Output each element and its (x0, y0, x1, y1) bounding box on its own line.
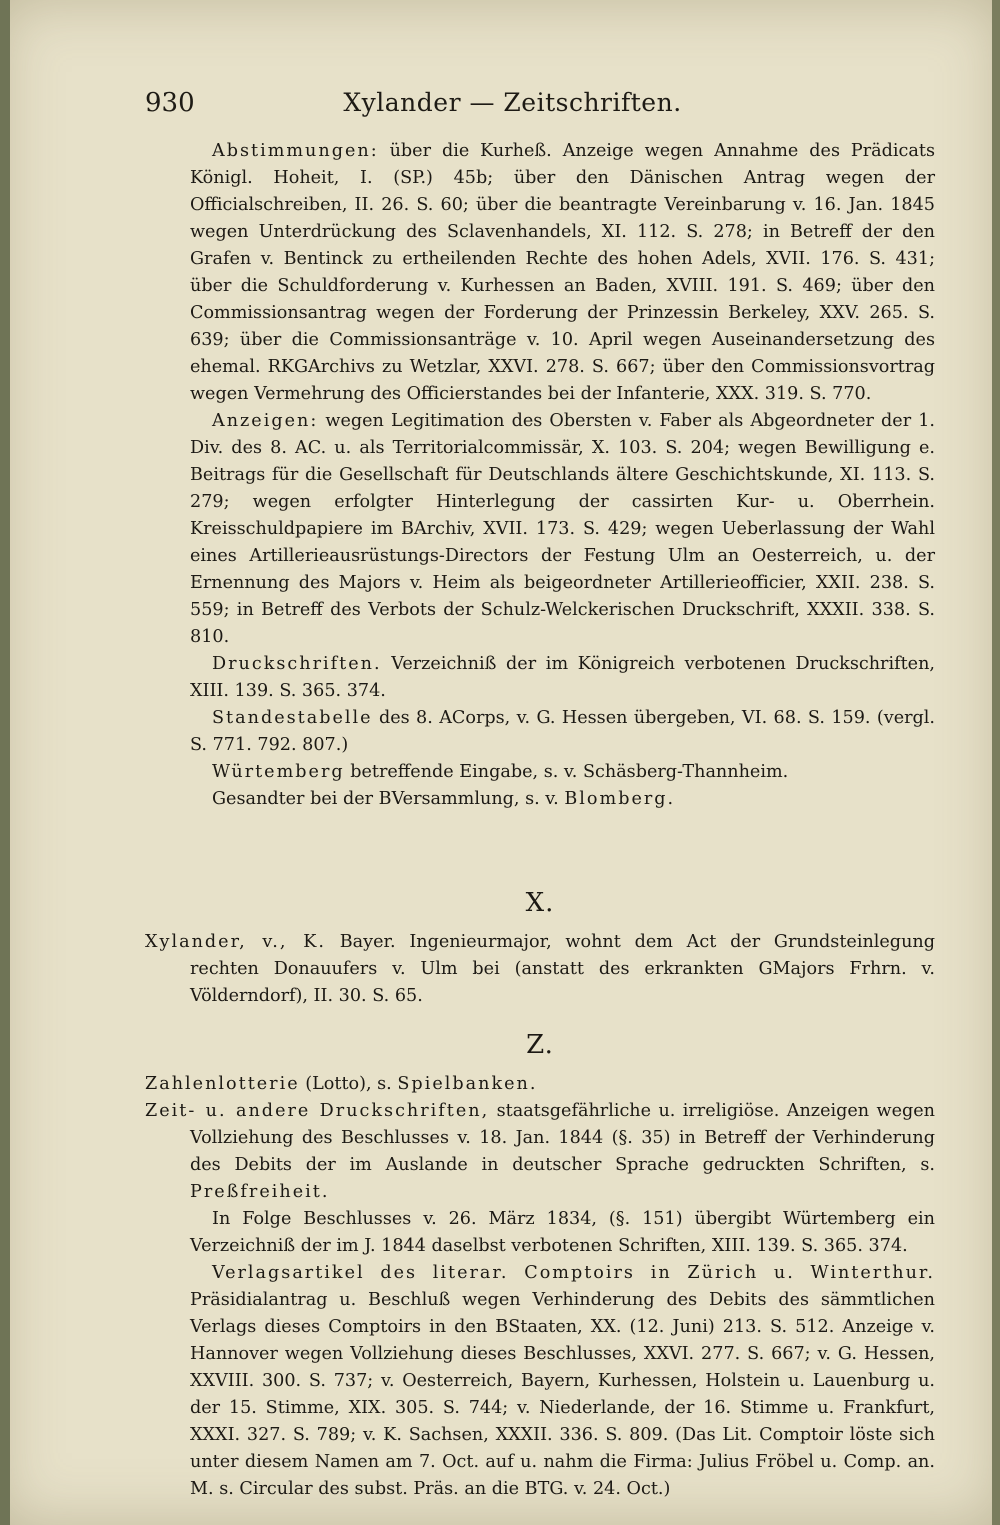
entry-head: Abstimmungen: (212, 141, 379, 161)
entry-head: Würtemberg (212, 762, 345, 782)
page-edge-right (992, 0, 1000, 1525)
entry-zeitschriften (145, 1098, 935, 1206)
entry-text: Bayer. Ingenieurmajor, wohnt dem Act der Grundsteinlegung rechten Donauufers v. Ulm bei (anstatt des erkrankten GMajors Frhrn. v. Völderndorf), II. 30. S. 65. (190, 932, 935, 1006)
cross-reference: Spielbanken. (397, 1074, 538, 1094)
entry-head: Zeit- u. andere Druckschriften, (145, 1101, 490, 1121)
entry-xylander (145, 929, 935, 1010)
entry-zahlenlotterie (145, 1071, 935, 1098)
entry-text: betreffende Eingabe, s. v. Schäsberg-Thannheim. (350, 762, 789, 782)
page-header (145, 86, 880, 126)
entry-druckschriften (190, 651, 935, 705)
index-block-2 (145, 868, 935, 1503)
entry-verlagsartikel (145, 1260, 935, 1503)
cross-reference: Preßfreiheit. (190, 1182, 330, 1202)
entry-text: des 8. ACorps, v. G. Hessen übergeben, VI. 68. S. 159. (vergl. S. 771. 792. 807.) (190, 708, 935, 755)
index-block-1 (190, 138, 935, 813)
entry-text: (Lotto), s. (305, 1074, 392, 1094)
entry-folge-beschluss (145, 1206, 935, 1260)
entry-text: In Folge Beschlusses v. 26. März 1834, (§. 151) übergibt Würtemberg ein Verzeichniß der im J. 1844 daselbst verbotenen Schriften, XIII. 139. S. 365. 374. (190, 1209, 935, 1256)
section-letter-z: Z. (526, 1030, 554, 1060)
entry-text: Gesandter bei der BVersammlung, s. v. (212, 789, 559, 809)
entry-gesandter (190, 786, 935, 813)
entry-head: Xylander, v., K. (145, 932, 326, 952)
entry-standestabelle (190, 705, 935, 759)
entry-head: Verlagsartikel des literar. Comptoirs in Zürich u. Winterthur. (212, 1263, 935, 1283)
entry-head: Druckschriften. (212, 654, 382, 674)
page-number: 930 (145, 88, 195, 118)
page-edge-left (0, 0, 10, 1525)
entry-head: Standestabelle (212, 708, 373, 728)
entry-anzeigen (190, 408, 935, 651)
running-head: Xylander — Zeitschriften. (343, 88, 682, 117)
entry-text: wegen Legitimation des Obersten v. Faber als Abgeordneter der 1. Div. des 8. AC. u. als Territorialcommissär, X. 103. S. 204; wegen Bewilligung e. Beitrags für die Gesellschaft für Deutschlands ältere Geschichtskunde, XI. 113. S. 279; wegen erfolgter Hinterlegung der cassirten Kur- u. Oberrhein. Kreisschuldpapiere im BArchiv, XVII. 173. S. 429; wegen Ueberlassung der Wahl eines Artillerieausrüstungs-Directors der Festung Ulm an Oesterreich, u. der Ernennung des Majors v. Heim als beigeordneter Artillerieofficier, XXII. 238. S. 559; in Betreff des Verbots der Schulz-Welckerischen Druckschrift, XXXII. 338. S. 810. (190, 411, 936, 647)
section-letter-x: X. (525, 888, 555, 918)
entry-wurtemberg (190, 759, 935, 786)
entry-head: Anzeigen: (212, 411, 319, 431)
entry-text: Präsidialantrag u. Beschluß wegen Verhinderung des Debits des sämmtlichen Verlags dieses Comptoirs in den BStaaten, XX. (12. Juni) 213. S. 512. Anzeige v. Hannover wegen Vollziehung dieses Beschlusses, XXVI. 277. S. 667; v. G. Hessen, XXVIII. 300. S. 737; v. Oesterreich, Bayern, Kurhessen, Holstein u. Lauenburg u. der 15. Stimme, XIX. 305. S. 744; v. Niederlande, der 16. Stimme u. Frankfurt, XXXI. 327. S. 789; v. K. Sachsen, XXXII. 336. S. 809. (Das Lit. Comptoir löste sich unter diesem Namen am 7. Oct. auf u. nahm die Firma: Julius Fröbel u. Comp. an. M. s. Circular des subst. Präs. an die BTG. v. 24. Oct.) (190, 1290, 935, 1499)
entry-text: Verzeichniß der im Königreich verbotenen Druckschriften, XIII. 139. S. 365. 374. (190, 654, 936, 701)
entry-text: über die Kurheß. Anzeige wegen Annahme des Prädicats Königl. Hoheit, I. (SP.) 45b; über den Dänischen Antrag wegen der Officialschreiben, II. 26. S. 60; über die beantragte Vereinbarung v. 16. Jan. 1845 wegen Unterdrückung des Sclavenhandels, XI. 112. S. 278; in Betreff der den Grafen v. Bentinck zu ertheilenden Rechte des hohen Adels, XVII. 176. S. 431; über die Schuldforderung v. Kurhessen an Baden, XVIII. 191. S. 469; über den Commissionsantrag wegen der Forderung der Prinzessin Berkeley, XXV. 265. S. 639; über die Commissionsanträge v. 10. April wegen Auseinandersetzung des ehemal. RKGArchivs zu Wetzlar, XXVI. 278. S. 667; über den Commissionsvortrag wegen Vermehrung des Officierstandes bei der Infanterie, XXX. 319. S. 770. (190, 141, 935, 404)
entry-text: staatsgefährliche u. irreligiöse. Anzeigen wegen Vollziehung des Beschlusses v. 18. Jan. 1844 (§. 35) in Betreff der Verhinderung des Debits der im Auslande in deutscher Sprache gedruckten Schriften, s. (190, 1101, 935, 1175)
entry-abstimmungen (190, 138, 935, 408)
cross-reference: Blomberg. (564, 789, 676, 809)
entry-head: Zahlenlotterie (145, 1074, 300, 1094)
